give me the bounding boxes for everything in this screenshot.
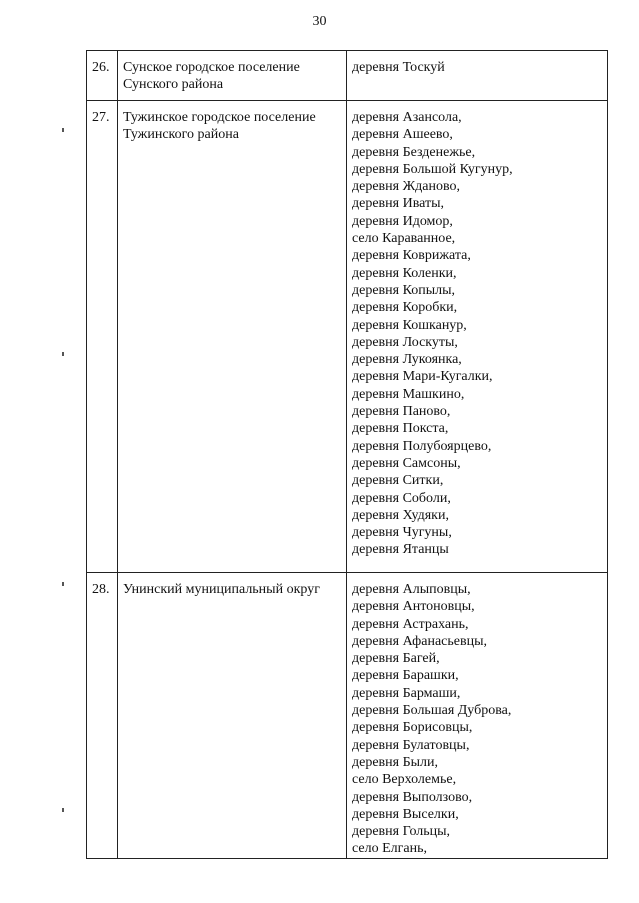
settlement-item: деревня Ситки,	[352, 473, 444, 489]
settlement-item: деревня Жданово,	[352, 179, 460, 195]
settlement-item: деревня Идомор,	[352, 213, 453, 229]
municipality-name: Сунское городское поселение Сунского района	[118, 51, 347, 101]
page-number: 30	[312, 14, 327, 29]
margin-mark	[62, 128, 64, 132]
table-row	[87, 101, 608, 573]
table-row	[87, 573, 608, 859]
settlement-item: деревня Барашки,	[352, 668, 459, 684]
settlement-item: деревня Мари-Кугалки,	[352, 369, 493, 385]
settlement-item: деревня Самсоны,	[352, 455, 461, 471]
settlement-list-cell	[347, 573, 608, 859]
table-row	[87, 51, 608, 101]
margin-mark	[62, 582, 64, 586]
settlement-item: деревня Коленки,	[352, 265, 457, 281]
margin-mark	[62, 352, 64, 356]
settlement-item: деревня Иваты,	[352, 196, 445, 212]
settlement-list-cell	[347, 101, 608, 573]
settlement-item: деревня Большой Кугунур,	[352, 161, 513, 177]
settlement-item: деревня Кошканур,	[352, 317, 467, 333]
settlement-item: деревня Худяки,	[352, 507, 449, 523]
settlement-item: деревня Были,	[352, 754, 439, 770]
row-number: 28.	[87, 573, 118, 859]
settlement-item: село Елгань,	[352, 841, 427, 857]
settlement-item: деревня Булатовцы,	[352, 737, 470, 753]
settlement-item: деревня Багей,	[352, 651, 440, 667]
settlement-item: деревня Безденежье,	[352, 144, 476, 160]
municipality-name: Тужинское городское поселение Тужинского района	[118, 101, 347, 573]
settlement-item: деревня Лоскуты,	[352, 334, 458, 350]
row-number: 26.	[87, 51, 118, 101]
settlement-item: село Верхолемье,	[352, 772, 457, 788]
settlement-item: деревня Большая Дуброва,	[352, 703, 512, 719]
settlement-item: деревня Алыповцы,	[352, 582, 471, 597]
settlement-item: деревня Копылы,	[352, 282, 456, 298]
settlement-item: деревня Тоскуй	[352, 60, 445, 75]
settlement-item: деревня Выселки,	[352, 806, 459, 822]
settlement-item: деревня Соболи,	[352, 490, 451, 506]
row-number: 27.	[87, 101, 118, 573]
settlement-item: деревня Лукоянка,	[352, 352, 462, 368]
settlement-item: деревня Ятанцы	[352, 542, 449, 558]
settlement-item: деревня Полубоярцево,	[352, 438, 492, 454]
settlement-item: деревня Паново,	[352, 404, 451, 420]
settlement-item: деревня Астрахань,	[352, 616, 469, 632]
settlement-list	[352, 59, 603, 76]
settlement-item: деревня Коробки,	[352, 300, 458, 316]
settlement-item: деревня Коврижата,	[352, 248, 471, 264]
settlement-item: деревня Машкино,	[352, 386, 465, 402]
settlement-item: деревня Борисовцы,	[352, 720, 473, 736]
settlement-item: деревня Выползово,	[352, 789, 473, 805]
settlement-item: село Караванное,	[352, 231, 456, 247]
settlement-item: деревня Бармаши,	[352, 685, 461, 701]
settlement-list	[352, 109, 603, 559]
settlement-item: деревня Азансола,	[352, 110, 462, 125]
settlements-table	[86, 50, 608, 859]
settlement-item: деревня Афанасьевцы,	[352, 633, 487, 649]
municipality-name: Унинский муниципальный округ	[118, 573, 347, 859]
settlement-item: деревня Чугуны,	[352, 525, 452, 541]
settlement-item: деревня Ашеево,	[352, 127, 453, 143]
settlement-list-cell	[347, 51, 608, 101]
settlement-item: деревня Гольцы,	[352, 824, 451, 840]
settlement-item: деревня Антоновцы,	[352, 599, 475, 615]
settlement-list	[352, 581, 603, 858]
margin-mark	[62, 808, 64, 812]
settlement-item: деревня Покста,	[352, 421, 449, 437]
